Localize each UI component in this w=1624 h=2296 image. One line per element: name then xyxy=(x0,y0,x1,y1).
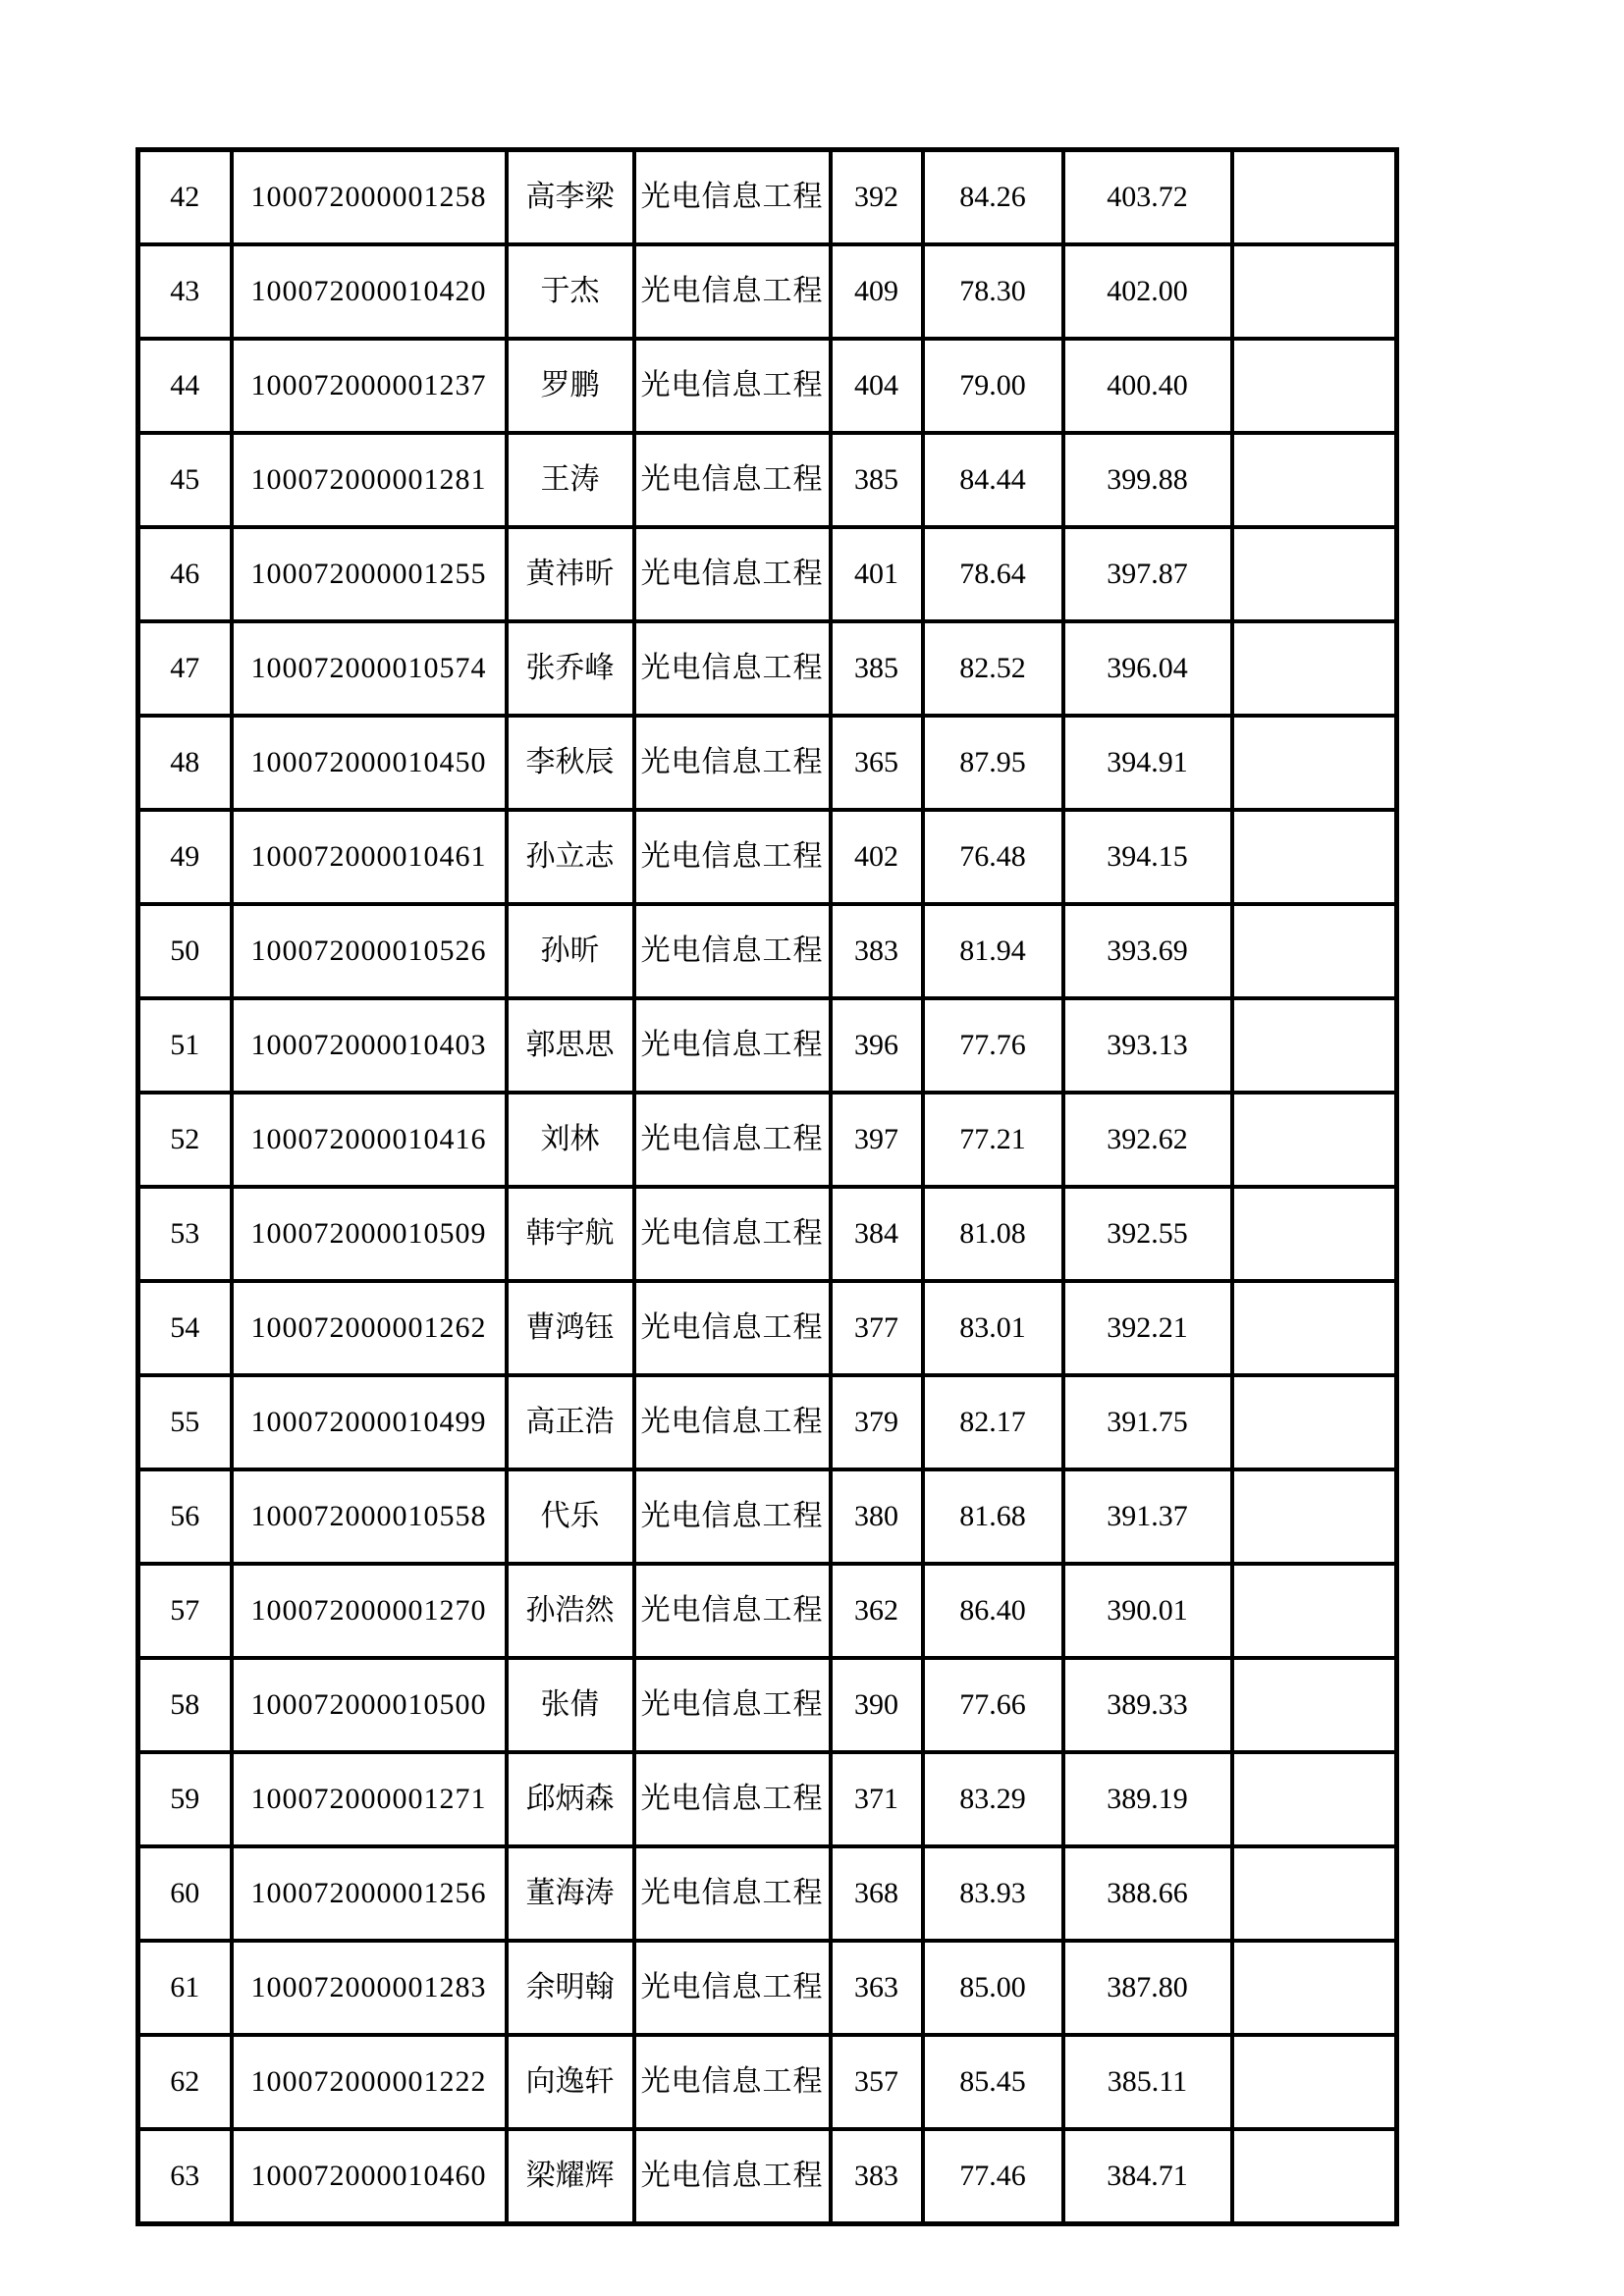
cell-name: 曹鸿钰 xyxy=(507,1281,634,1375)
cell-name: 高李梁 xyxy=(507,150,634,245)
cell-major: 光电信息工程 xyxy=(634,1187,831,1281)
cell-initial-score: 357 xyxy=(831,2035,923,2129)
cell-note xyxy=(1232,1093,1397,1187)
cell-candidate-id: 100072000001255 xyxy=(232,527,507,621)
table-row xyxy=(138,1658,1397,1752)
table-row xyxy=(138,1281,1397,1375)
cell-total-score: 392.21 xyxy=(1063,1281,1232,1375)
cell-note xyxy=(1232,1658,1397,1752)
cell-major: 光电信息工程 xyxy=(634,527,831,621)
cell-major: 光电信息工程 xyxy=(634,1375,831,1469)
cell-major: 光电信息工程 xyxy=(634,1752,831,1846)
cell-major: 光电信息工程 xyxy=(634,2129,831,2224)
cell-rank: 58 xyxy=(138,1658,232,1752)
cell-initial-score: 404 xyxy=(831,339,923,433)
cell-name: 梁耀辉 xyxy=(507,2129,634,2224)
cell-major: 光电信息工程 xyxy=(634,716,831,810)
cell-total-score: 387.80 xyxy=(1063,1941,1232,2035)
cell-initial-score: 401 xyxy=(831,527,923,621)
cell-initial-score: 377 xyxy=(831,1281,923,1375)
cell-major: 光电信息工程 xyxy=(634,1564,831,1658)
cell-name: 孙昕 xyxy=(507,904,634,998)
cell-major: 光电信息工程 xyxy=(634,810,831,904)
cell-candidate-id: 100072000001237 xyxy=(232,339,507,433)
table-row xyxy=(138,1469,1397,1564)
cell-rank: 57 xyxy=(138,1564,232,1658)
cell-initial-score: 385 xyxy=(831,621,923,716)
cell-retest-score: 76.48 xyxy=(923,810,1063,904)
cell-total-score: 392.62 xyxy=(1063,1093,1232,1187)
cell-retest-score: 78.30 xyxy=(923,244,1063,339)
cell-major: 光电信息工程 xyxy=(634,1093,831,1187)
cell-initial-score: 371 xyxy=(831,1752,923,1846)
score-table xyxy=(135,147,1399,2226)
table-row xyxy=(138,904,1397,998)
table-row xyxy=(138,244,1397,339)
cell-retest-score: 81.08 xyxy=(923,1187,1063,1281)
cell-rank: 59 xyxy=(138,1752,232,1846)
cell-rank: 49 xyxy=(138,810,232,904)
table-row xyxy=(138,2129,1397,2224)
cell-retest-score: 79.00 xyxy=(923,339,1063,433)
cell-name: 向逸轩 xyxy=(507,2035,634,2129)
table-row xyxy=(138,1375,1397,1469)
cell-initial-score: 362 xyxy=(831,1564,923,1658)
cell-major: 光电信息工程 xyxy=(634,1846,831,1941)
cell-initial-score: 380 xyxy=(831,1469,923,1564)
table-row xyxy=(138,1187,1397,1281)
cell-initial-score: 397 xyxy=(831,1093,923,1187)
cell-name: 孙立志 xyxy=(507,810,634,904)
cell-initial-score: 385 xyxy=(831,433,923,527)
cell-note xyxy=(1232,716,1397,810)
table-row xyxy=(138,339,1397,433)
cell-rank: 44 xyxy=(138,339,232,433)
cell-initial-score: 396 xyxy=(831,998,923,1093)
cell-rank: 46 xyxy=(138,527,232,621)
cell-name: 代乐 xyxy=(507,1469,634,1564)
cell-note xyxy=(1232,433,1397,527)
table-row xyxy=(138,621,1397,716)
cell-total-score: 392.55 xyxy=(1063,1187,1232,1281)
cell-note xyxy=(1232,2035,1397,2129)
cell-major: 光电信息工程 xyxy=(634,1658,831,1752)
cell-note xyxy=(1232,1375,1397,1469)
cell-candidate-id: 100072000010461 xyxy=(232,810,507,904)
cell-total-score: 396.04 xyxy=(1063,621,1232,716)
cell-rank: 63 xyxy=(138,2129,232,2224)
cell-retest-score: 81.68 xyxy=(923,1469,1063,1564)
cell-note xyxy=(1232,150,1397,245)
cell-rank: 55 xyxy=(138,1375,232,1469)
cell-note xyxy=(1232,810,1397,904)
cell-note xyxy=(1232,1752,1397,1846)
cell-initial-score: 392 xyxy=(831,150,923,245)
cell-rank: 53 xyxy=(138,1187,232,1281)
cell-note xyxy=(1232,1281,1397,1375)
cell-note xyxy=(1232,1846,1397,1941)
cell-name: 邱炳森 xyxy=(507,1752,634,1846)
cell-initial-score: 390 xyxy=(831,1658,923,1752)
cell-note xyxy=(1232,621,1397,716)
cell-total-score: 389.33 xyxy=(1063,1658,1232,1752)
cell-initial-score: 402 xyxy=(831,810,923,904)
cell-rank: 56 xyxy=(138,1469,232,1564)
cell-retest-score: 85.00 xyxy=(923,1941,1063,2035)
cell-total-score: 399.88 xyxy=(1063,433,1232,527)
cell-initial-score: 379 xyxy=(831,1375,923,1469)
cell-total-score: 390.01 xyxy=(1063,1564,1232,1658)
cell-candidate-id: 100072000010500 xyxy=(232,1658,507,1752)
cell-note xyxy=(1232,1187,1397,1281)
cell-major: 光电信息工程 xyxy=(634,433,831,527)
cell-major: 光电信息工程 xyxy=(634,244,831,339)
cell-retest-score: 77.66 xyxy=(923,1658,1063,1752)
cell-candidate-id: 100072000010574 xyxy=(232,621,507,716)
cell-retest-score: 83.93 xyxy=(923,1846,1063,1941)
table-row xyxy=(138,2035,1397,2129)
cell-name: 黄祎昕 xyxy=(507,527,634,621)
table-row xyxy=(138,1093,1397,1187)
cell-candidate-id: 100072000010526 xyxy=(232,904,507,998)
cell-initial-score: 363 xyxy=(831,1941,923,2035)
cell-initial-score: 383 xyxy=(831,2129,923,2224)
cell-retest-score: 77.21 xyxy=(923,1093,1063,1187)
cell-candidate-id: 100072000010416 xyxy=(232,1093,507,1187)
cell-note xyxy=(1232,998,1397,1093)
cell-candidate-id: 100072000001262 xyxy=(232,1281,507,1375)
cell-total-score: 394.91 xyxy=(1063,716,1232,810)
cell-total-score: 394.15 xyxy=(1063,810,1232,904)
cell-retest-score: 84.44 xyxy=(923,433,1063,527)
cell-rank: 61 xyxy=(138,1941,232,2035)
cell-rank: 62 xyxy=(138,2035,232,2129)
table-row xyxy=(138,810,1397,904)
cell-candidate-id: 100072000010420 xyxy=(232,244,507,339)
cell-total-score: 391.75 xyxy=(1063,1375,1232,1469)
cell-rank: 52 xyxy=(138,1093,232,1187)
table-row xyxy=(138,1752,1397,1846)
cell-name: 刘林 xyxy=(507,1093,634,1187)
cell-note xyxy=(1232,2129,1397,2224)
cell-note xyxy=(1232,1469,1397,1564)
cell-name: 高正浩 xyxy=(507,1375,634,1469)
cell-name: 董海涛 xyxy=(507,1846,634,1941)
cell-retest-score: 84.26 xyxy=(923,150,1063,245)
cell-rank: 51 xyxy=(138,998,232,1093)
cell-candidate-id: 100072000001256 xyxy=(232,1846,507,1941)
cell-candidate-id: 100072000001271 xyxy=(232,1752,507,1846)
cell-retest-score: 81.94 xyxy=(923,904,1063,998)
cell-candidate-id: 100072000001258 xyxy=(232,150,507,245)
score-table-body xyxy=(138,150,1397,2224)
cell-retest-score: 87.95 xyxy=(923,716,1063,810)
cell-initial-score: 365 xyxy=(831,716,923,810)
table-row xyxy=(138,998,1397,1093)
cell-name: 李秋辰 xyxy=(507,716,634,810)
cell-name: 张倩 xyxy=(507,1658,634,1752)
cell-name: 余明翰 xyxy=(507,1941,634,2035)
cell-candidate-id: 100072000010509 xyxy=(232,1187,507,1281)
cell-rank: 42 xyxy=(138,150,232,245)
cell-candidate-id: 100072000010460 xyxy=(232,2129,507,2224)
cell-candidate-id: 100072000001283 xyxy=(232,1941,507,2035)
cell-rank: 47 xyxy=(138,621,232,716)
cell-major: 光电信息工程 xyxy=(634,1469,831,1564)
cell-note xyxy=(1232,1941,1397,2035)
cell-total-score: 393.69 xyxy=(1063,904,1232,998)
cell-major: 光电信息工程 xyxy=(634,2035,831,2129)
cell-retest-score: 85.45 xyxy=(923,2035,1063,2129)
cell-total-score: 384.71 xyxy=(1063,2129,1232,2224)
cell-note xyxy=(1232,1564,1397,1658)
cell-total-score: 402.00 xyxy=(1063,244,1232,339)
table-row xyxy=(138,716,1397,810)
cell-name: 韩宇航 xyxy=(507,1187,634,1281)
cell-name: 罗鹏 xyxy=(507,339,634,433)
cell-total-score: 385.11 xyxy=(1063,2035,1232,2129)
cell-note xyxy=(1232,339,1397,433)
cell-retest-score: 86.40 xyxy=(923,1564,1063,1658)
cell-total-score: 403.72 xyxy=(1063,150,1232,245)
cell-note xyxy=(1232,904,1397,998)
cell-rank: 45 xyxy=(138,433,232,527)
table-row xyxy=(138,527,1397,621)
cell-retest-score: 77.46 xyxy=(923,2129,1063,2224)
cell-total-score: 397.87 xyxy=(1063,527,1232,621)
cell-rank: 48 xyxy=(138,716,232,810)
cell-retest-score: 78.64 xyxy=(923,527,1063,621)
cell-major: 光电信息工程 xyxy=(634,150,831,245)
cell-candidate-id: 100072000010558 xyxy=(232,1469,507,1564)
cell-major: 光电信息工程 xyxy=(634,904,831,998)
cell-rank: 60 xyxy=(138,1846,232,1941)
cell-initial-score: 383 xyxy=(831,904,923,998)
cell-total-score: 391.37 xyxy=(1063,1469,1232,1564)
cell-major: 光电信息工程 xyxy=(634,998,831,1093)
cell-retest-score: 83.01 xyxy=(923,1281,1063,1375)
cell-total-score: 388.66 xyxy=(1063,1846,1232,1941)
cell-retest-score: 77.76 xyxy=(923,998,1063,1093)
cell-candidate-id: 100072000010450 xyxy=(232,716,507,810)
cell-candidate-id: 100072000010403 xyxy=(232,998,507,1093)
cell-name: 于杰 xyxy=(507,244,634,339)
cell-initial-score: 368 xyxy=(831,1846,923,1941)
cell-rank: 50 xyxy=(138,904,232,998)
table-row xyxy=(138,1846,1397,1941)
cell-candidate-id: 100072000001281 xyxy=(232,433,507,527)
cell-note xyxy=(1232,527,1397,621)
cell-total-score: 400.40 xyxy=(1063,339,1232,433)
cell-total-score: 393.13 xyxy=(1063,998,1232,1093)
cell-major: 光电信息工程 xyxy=(634,1941,831,2035)
table-row xyxy=(138,1564,1397,1658)
cell-rank: 54 xyxy=(138,1281,232,1375)
cell-initial-score: 409 xyxy=(831,244,923,339)
table-row xyxy=(138,433,1397,527)
cell-name: 张乔峰 xyxy=(507,621,634,716)
cell-name: 孙浩然 xyxy=(507,1564,634,1658)
cell-candidate-id: 100072000010499 xyxy=(232,1375,507,1469)
cell-rank: 43 xyxy=(138,244,232,339)
table-row xyxy=(138,150,1397,245)
cell-initial-score: 384 xyxy=(831,1187,923,1281)
cell-retest-score: 82.52 xyxy=(923,621,1063,716)
cell-note xyxy=(1232,244,1397,339)
cell-retest-score: 82.17 xyxy=(923,1375,1063,1469)
cell-candidate-id: 100072000001270 xyxy=(232,1564,507,1658)
cell-name: 郭思思 xyxy=(507,998,634,1093)
cell-retest-score: 83.29 xyxy=(923,1752,1063,1846)
table-row xyxy=(138,1941,1397,2035)
cell-major: 光电信息工程 xyxy=(634,339,831,433)
cell-major: 光电信息工程 xyxy=(634,621,831,716)
cell-major: 光电信息工程 xyxy=(634,1281,831,1375)
cell-candidate-id: 100072000001222 xyxy=(232,2035,507,2129)
cell-total-score: 389.19 xyxy=(1063,1752,1232,1846)
cell-name: 王涛 xyxy=(507,433,634,527)
